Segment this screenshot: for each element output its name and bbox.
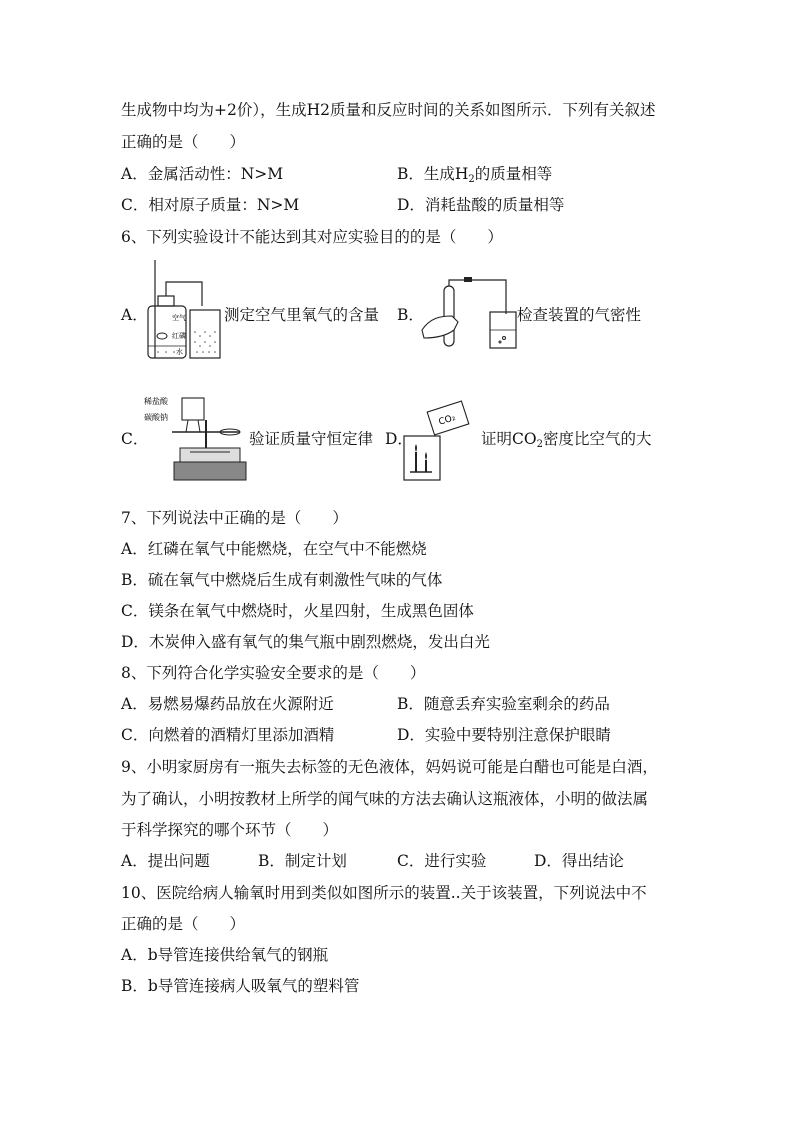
q6-b-apparatus-figure (418, 272, 518, 352)
q9-option-a: A．提出问题 (121, 852, 210, 870)
q7-option-b: B．硫在氧气中燃烧后生成有刺激性气味的气体 (121, 571, 443, 589)
q6-option-d-text-sub: 2 (536, 439, 543, 450)
q5-line-1: 生成物中均为+2价），生成H2质量和反应时间的关系如图所示．下列有关叙述 (121, 101, 656, 119)
q9-option-d: D．得出结论 (534, 852, 624, 870)
q10-line-2: 正确的是（ ） (121, 915, 246, 933)
q5-option-b-pre: B．生成H (397, 165, 469, 183)
q6-option-d-text-post: 密度比空气的大 (542, 430, 652, 448)
q8-option-a: A．易燃易爆药品放在火源附近 (121, 695, 334, 713)
q6-a-fig-label-air: 空气 (172, 314, 186, 322)
q6-a-fig-label-water: 水 (176, 348, 183, 356)
q6-c-balance-figure (140, 390, 250, 488)
q5-option-b-post: 的质量相等 (474, 165, 553, 183)
q5-line-2: 正确的是（ ） (121, 133, 246, 151)
q5-option-b (397, 164, 552, 190)
q5-option-a: A．金属活动性：N>M (121, 165, 284, 183)
q6-option-b-letter: B． (397, 306, 424, 324)
q8-option-c: C．向燃着的酒精灯里添加酒精 (121, 726, 335, 744)
q6-a-apparatus-figure (140, 258, 226, 370)
q5-option-d: D．消耗盐酸的质量相等 (397, 196, 565, 214)
q6-option-a-letter: A． (121, 306, 148, 324)
q9-line-2: 为了确认，小明按教材上所学的闻气味的方法去确认这瓶液体，小明的做法属 (121, 790, 649, 808)
q6-d-fig-label-co2: CO₂ (437, 412, 457, 428)
q7-option-d: D．木炭伸入盛有氧气的集气瓶中剧烈燃烧，发出白光 (121, 633, 490, 651)
q6-option-c-text: 验证质量守恒定律 (249, 430, 374, 448)
q6-option-d-letter: D． (385, 430, 413, 448)
q7-option-a: A．红磷在氧气中能燃烧，在空气中不能燃烧 (121, 540, 427, 558)
q6-a-fig-label-phosphorus: 红磷 (172, 332, 186, 340)
q6-c-fig-label-carbonate: 碳酸钠 (144, 413, 168, 422)
q10-option-a: A．b导管连接供给氧气的钢瓶 (121, 946, 329, 964)
q9-line-3: 于科学探究的哪个环节（ ） (121, 821, 339, 839)
q7-stem: 7、下列说法中正确的是（ ） (121, 509, 348, 527)
q8-option-d: D．实验中要特别注意保护眼睛 (397, 726, 611, 744)
q8-option-b: B．随意丢弃实验室剩余的药品 (397, 695, 610, 713)
q8-stem: 8、下列符合化学实验安全要求的是（ ） (121, 664, 426, 682)
q6-option-d-text-pre: 证明CO (481, 430, 537, 448)
q6-c-fig-label-acid: 稀盐酸 (144, 397, 168, 406)
q6-option-b-text: 检查装置的气密性 (517, 306, 642, 324)
q9-line-1: 9、小明家厨房有一瓶失去标签的无色液体，妈妈说可能是白醋也可能是白酒， (121, 758, 658, 776)
q6-option-a-text: 测定空气里氧气的含量 (224, 306, 380, 324)
q5-option-c: C．相对原子质量：N>M (121, 196, 300, 214)
q10-option-b: B．b导管连接病人吸氧气的塑料管 (121, 977, 360, 995)
q5-option-b-sub: 2 (468, 174, 475, 185)
q6-d-co2-pouring-figure (400, 400, 480, 484)
q6-stem: 6、下列实验设计不能达到其对应实验目的的是（ ） (121, 228, 503, 246)
q10-line-1: 10、医院给病人输氧时用到类似如图所示的装置..关于该装置，下列说法中不 (121, 884, 647, 902)
q6-option-c-letter: C． (121, 430, 149, 448)
q6-option-d-text (481, 429, 651, 455)
q9-option-c: C．进行实验 (397, 852, 487, 870)
q9-option-b: B．制定计划 (258, 852, 347, 870)
q7-option-c: C．镁条在氧气中燃烧时，火星四射，生成黑色固体 (121, 602, 474, 620)
